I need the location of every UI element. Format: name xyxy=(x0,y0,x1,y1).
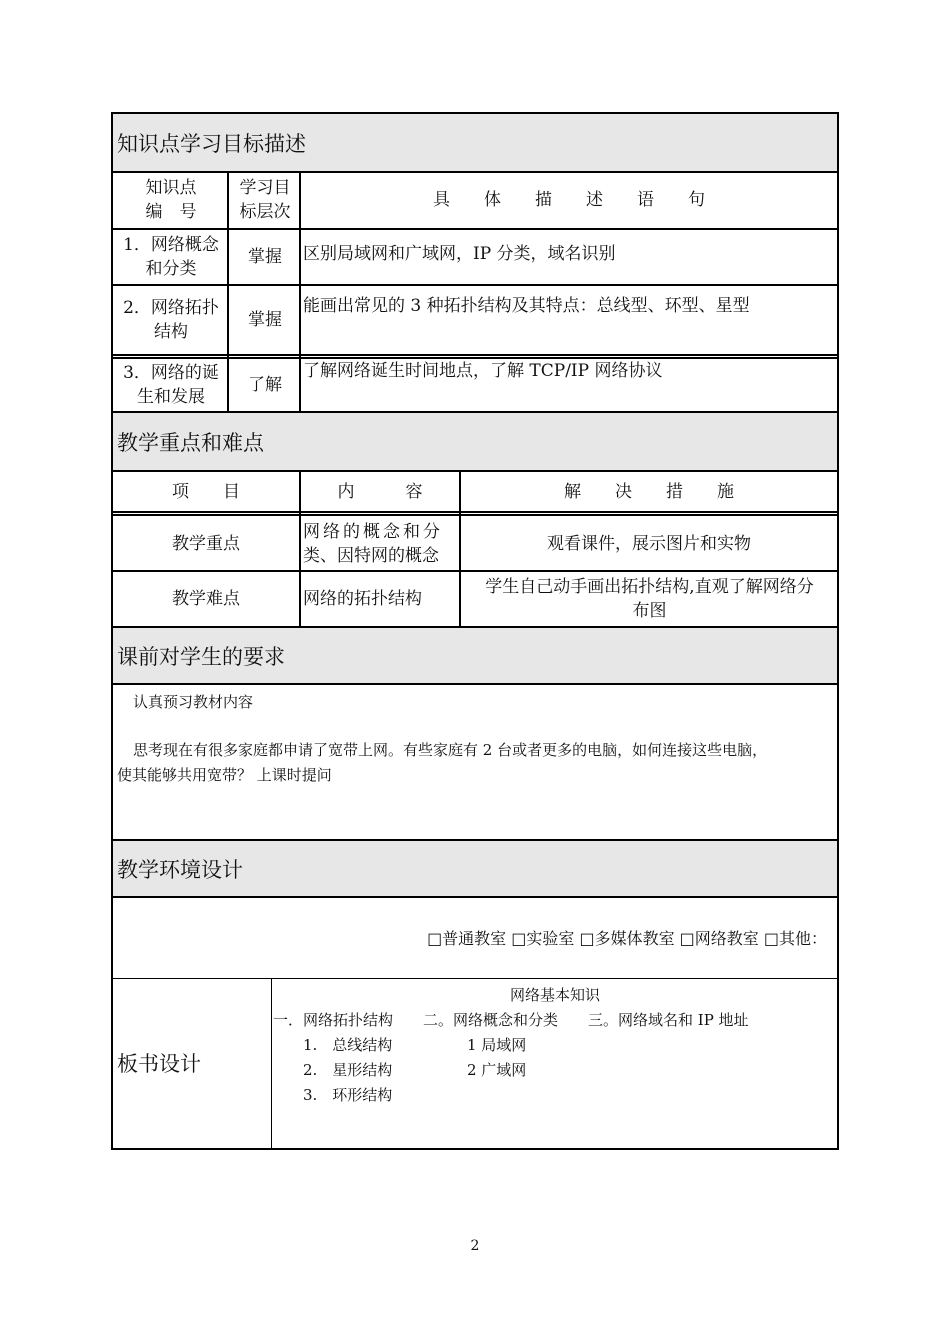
solution-key-point: 观看课件，展示图片和实物 xyxy=(547,533,751,554)
content-difficult-point: 网络的拓扑结构 xyxy=(303,589,422,609)
level-1: 掌握 xyxy=(248,247,282,267)
level-2: 掌握 xyxy=(248,310,282,330)
requirement-line-2: 思考现在有很多家庭都申请了宽带上网。有些家庭有 2 台或者更多的电脑，如何连接这些电脑， xyxy=(133,741,768,759)
level-3: 了解 xyxy=(248,375,282,395)
col-header-content: 内 容 xyxy=(337,482,423,502)
board-left-item-2: 2. 星形结构 xyxy=(303,1061,393,1079)
content-key-point: 网络的概念和分 类、因特网的概念 xyxy=(303,521,443,566)
board-left-item-1: 1. 总线结构 xyxy=(303,1036,393,1054)
board-right-item-2: 2 广域网 xyxy=(467,1061,527,1079)
col-header-knowledge-point: 知识点 编 号 xyxy=(145,178,197,222)
description-3: 了解网络诞生时间地点，了解 TCP/IP 网络协议 xyxy=(303,361,663,381)
classroom-options: □普通教室 □实验室 □多媒体教室 □网络教室 □其他： xyxy=(427,929,827,948)
knowledge-point-1: 1．网络概念 和分类 xyxy=(123,235,219,279)
lesson-plan-table xyxy=(111,112,839,1150)
knowledge-point-3: 3．网络的诞 生和发展 xyxy=(123,363,219,407)
board-design-label: 板书设计 xyxy=(117,1052,201,1076)
col-header-level: 学习目 标层次 xyxy=(239,178,291,222)
board-line-1: 一．网络拓扑结构 二。网络概念和分类 三。网络域名和 IP 地址 xyxy=(273,1011,749,1029)
requirement-line-3: 使其能够共用宽带？ 上课时提问 xyxy=(117,766,332,784)
board-right-item-1: 1 局域网 xyxy=(467,1036,527,1054)
description-2: 能画出常见的 3 种拓扑结构及其特点：总线型、环型、星型 xyxy=(303,296,750,316)
col-header-solution: 解 决 措 施 xyxy=(564,482,734,502)
section-header-objectives: 知识点学习目标描述 xyxy=(113,114,837,171)
section-header-key-points: 教学重点和难点 xyxy=(113,413,837,470)
col-header-description: 具 体 描 述 语 句 xyxy=(433,190,705,210)
page-number: 2 xyxy=(470,1238,480,1254)
col-header-item: 项 目 xyxy=(172,482,240,502)
knowledge-point-2: 2．网络拓扑 结构 xyxy=(123,298,219,342)
section-header-student-requirements: 课前对学生的要求 xyxy=(113,628,837,683)
board-left-item-3: 3. 环形结构 xyxy=(303,1086,393,1104)
description-1: 区别局域网和广域网，IP 分类，域名识别 xyxy=(303,244,616,264)
item-key-point: 教学重点 xyxy=(172,533,240,554)
item-difficult-point: 教学难点 xyxy=(172,589,240,609)
requirement-line-1: 认真预习教材内容 xyxy=(133,693,254,711)
board-title: 网络基本知识 xyxy=(509,986,600,1004)
solution-difficult-point: 学生自己动手画出拓扑结构,直观了解网络分 布图 xyxy=(485,577,814,621)
section-header-environment: 教学环境设计 xyxy=(113,841,837,896)
